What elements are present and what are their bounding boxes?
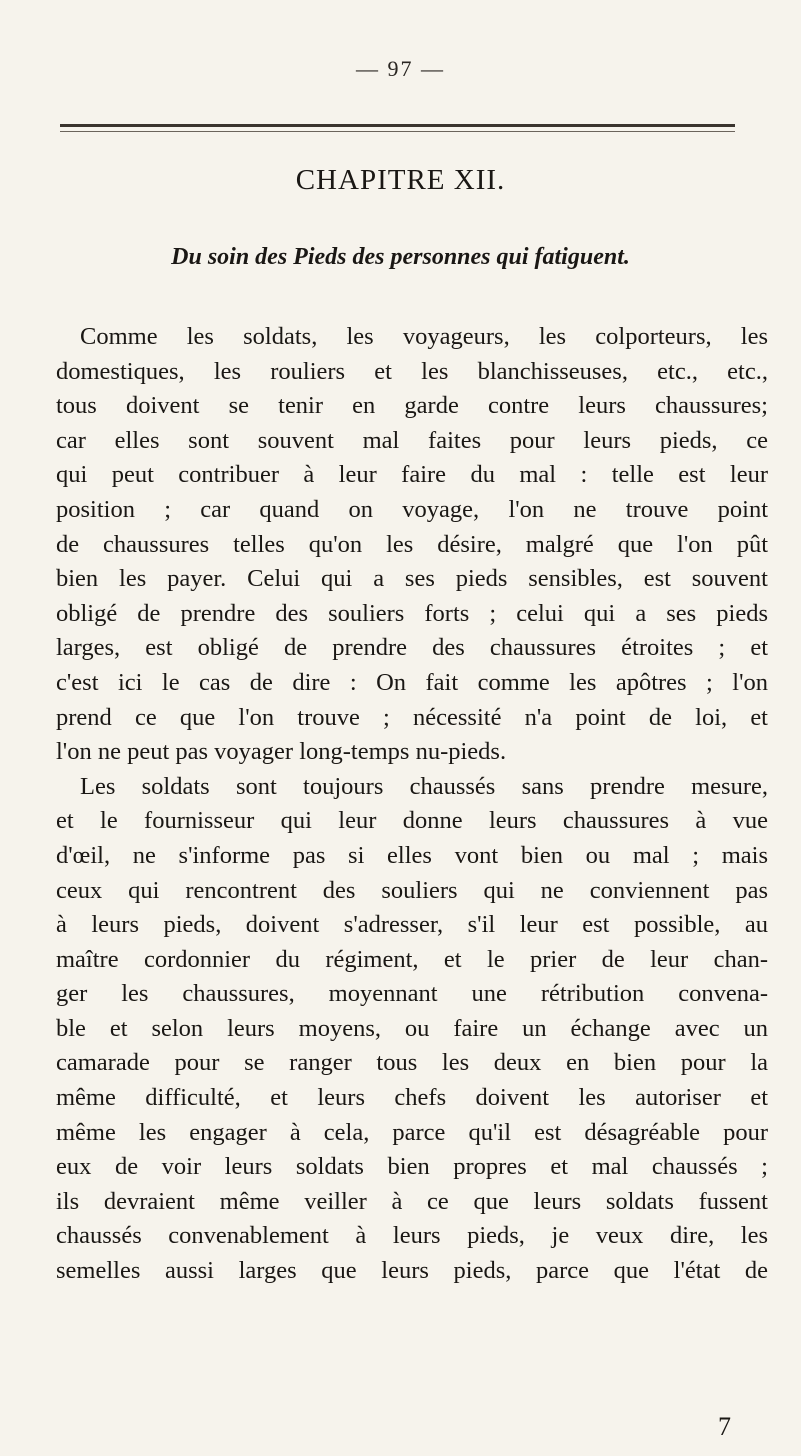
text-line: même les engager à cela, parce qu'il est désagréable pour (56, 1118, 768, 1146)
text-line: Comme les soldats, les voyageurs, les colporteurs, les (80, 323, 768, 350)
signature-mark: 7 (718, 1412, 731, 1441)
text-line: chaussés convenablement à leurs pieds, je veux dire, les (56, 1222, 768, 1250)
text-line: ils devraient même veiller à ce que leurs soldats fussent (56, 1187, 768, 1215)
text-line: l'on ne peut pas voyager long-temps nu-pieds. (56, 738, 507, 766)
text-line: ble et selon leurs moyens, ou faire un échange avec un (56, 1014, 768, 1042)
text-line: obligé de prendre des souliers forts ; celui qui a ses pieds (56, 599, 768, 627)
page-number: — 97 — (356, 56, 445, 81)
text-line: prend ce que l'on trouve ; nécessité n'a point de loi, et (56, 703, 768, 731)
text-line: car elles sont souvent mal faites pour leurs pieds, ce (56, 426, 768, 454)
text-line: domestiques, les rouliers et les blanchisseuses, etc., etc., (56, 357, 768, 385)
text-line: de chaussures telles qu'on les désire, malgré que l'on pût (56, 530, 768, 558)
body-text (56, 320, 768, 1289)
text-line: tous doivent se tenir en garde contre leurs chaussures; (56, 392, 768, 420)
text-line: et le fournisseur qui leur donne leurs chaussures à vue (56, 807, 768, 835)
text-line: maître cordonnier du régiment, et le prier de leur chan- (56, 945, 768, 973)
text-line: à leurs pieds, doivent s'adresser, s'il leur est possible, au (56, 911, 768, 939)
text-line: ceux qui rencontrent des souliers qui ne conviennent pas (56, 876, 768, 904)
chapter-title: CHAPITRE XII. (295, 164, 506, 196)
text-line: ger les chaussures, moyennant une rétribution convena- (56, 980, 768, 1008)
text-line: d'œil, ne s'informe pas si elles vont bien ou mal ; mais (56, 841, 768, 869)
header-rule-thin (60, 131, 735, 132)
text-line: Les soldats sont toujours chaussés sans prendre mesure, (80, 772, 768, 800)
chapter-subtitle: Du soin des Pieds des personnes qui fatiguent. (171, 244, 630, 270)
text-line: c'est ici le cas de dire : On fait comme les apôtres ; l'on (56, 668, 768, 696)
text-line: qui peut contribuer à leur faire du mal : telle est leur (56, 461, 768, 489)
header-rule (60, 124, 735, 127)
text-line: semelles aussi larges que leurs pieds, parce que l'état de (56, 1257, 768, 1285)
text-line: même difficulté, et leurs chefs doivent les autoriser et (56, 1084, 768, 1112)
text-line: eux de voir leurs soldats bien propres et mal chaussés ; (56, 1153, 768, 1181)
text-line: camarade pour se ranger tous les deux en bien pour la (56, 1049, 768, 1077)
text-line: position ; car quand on voyage, l'on ne trouve point (56, 495, 768, 523)
text-line: bien les payer. Celui qui a ses pieds sensibles, est souvent (56, 565, 768, 593)
text-line: larges, est obligé de prendre des chaussures étroites ; et (56, 634, 768, 662)
